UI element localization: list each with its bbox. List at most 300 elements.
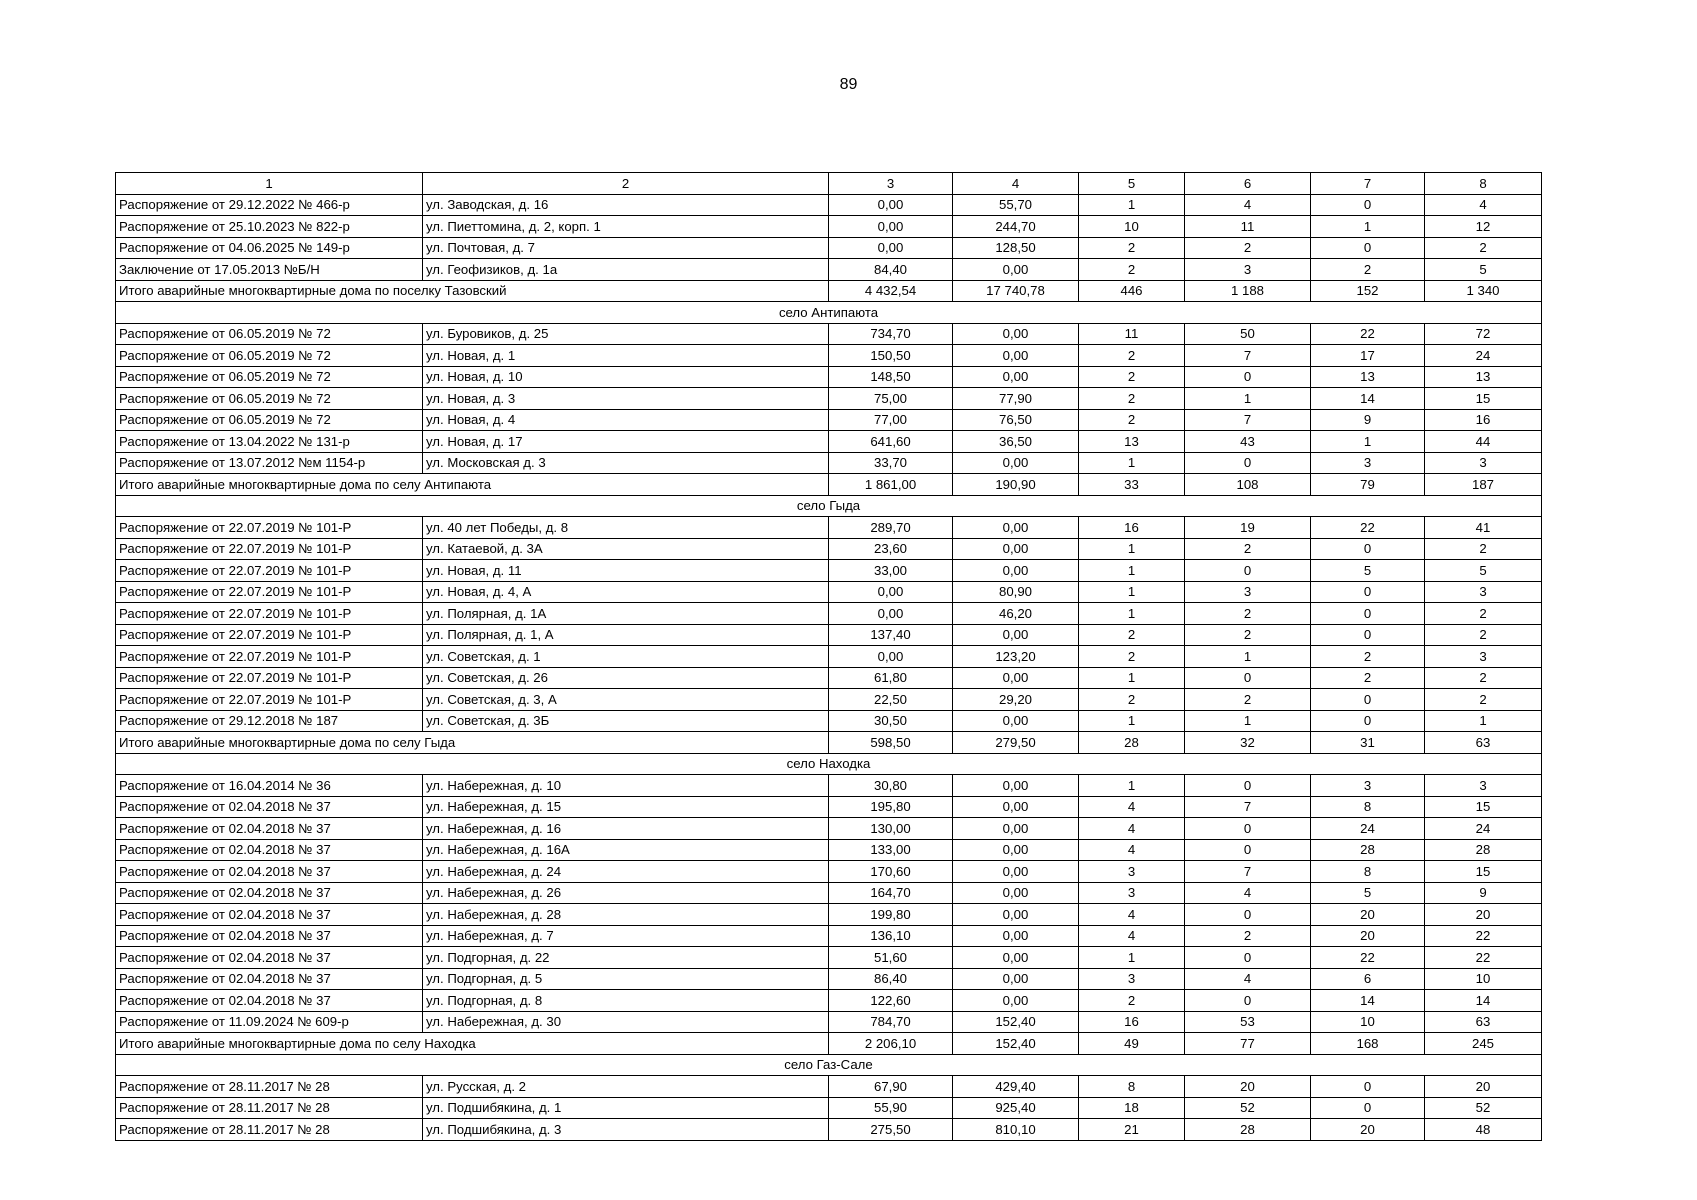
header-cell: 5: [1079, 173, 1185, 195]
value-cell: 0,00: [953, 818, 1079, 840]
address-cell: ул. Буровиков, д. 25: [423, 323, 829, 345]
table-row: [116, 646, 1542, 668]
section-title: село Гыда: [116, 495, 1542, 517]
address-cell: ул. Подгорная, д. 5: [423, 968, 829, 990]
header-cell: 8: [1425, 173, 1542, 195]
address-cell: ул. Полярная, д. 1А: [423, 603, 829, 625]
table-row: [116, 237, 1542, 259]
value-cell: 734,70: [829, 323, 953, 345]
value-cell: 8: [1079, 1076, 1185, 1098]
table-row: [116, 882, 1542, 904]
value-cell: 44: [1425, 431, 1542, 453]
value-cell: 3: [1079, 861, 1185, 883]
value-cell: 22: [1311, 517, 1425, 539]
value-cell: 63: [1425, 1011, 1542, 1033]
value-cell: 2: [1079, 646, 1185, 668]
address-cell: ул. Пиеттомина, д. 2, корп. 1: [423, 216, 829, 238]
table-row: [116, 990, 1542, 1012]
value-cell: 136,10: [829, 925, 953, 947]
total-value: 79: [1311, 474, 1425, 496]
value-cell: 24: [1425, 345, 1542, 367]
value-cell: 19: [1185, 517, 1311, 539]
address-cell: ул. Московская д. 3: [423, 452, 829, 474]
address-cell: ул. Набережная, д. 30: [423, 1011, 829, 1033]
table-row: [116, 796, 1542, 818]
value-cell: 0,00: [829, 237, 953, 259]
value-cell: 0: [1311, 194, 1425, 216]
address-cell: ул. Советская, д. 1: [423, 646, 829, 668]
value-cell: 2: [1185, 925, 1311, 947]
value-cell: 289,70: [829, 517, 953, 539]
value-cell: 4: [1079, 904, 1185, 926]
document-cell: Распоряжение от 02.04.2018 № 37: [116, 990, 423, 1012]
value-cell: 0: [1185, 904, 1311, 926]
address-cell: ул. 40 лет Победы, д. 8: [423, 517, 829, 539]
address-cell: ул. Набережная, д. 16: [423, 818, 829, 840]
header-cell: 1: [116, 173, 423, 195]
table-row: [116, 775, 1542, 797]
value-cell: 0,00: [829, 646, 953, 668]
document-cell: Распоряжение от 29.12.2018 № 187: [116, 710, 423, 732]
value-cell: 0: [1185, 775, 1311, 797]
value-cell: 0: [1311, 538, 1425, 560]
value-cell: 22: [1311, 323, 1425, 345]
value-cell: 13: [1425, 366, 1542, 388]
value-cell: 0,00: [953, 839, 1079, 861]
document-cell: Распоряжение от 02.04.2018 № 37: [116, 818, 423, 840]
value-cell: 67,90: [829, 1076, 953, 1098]
value-cell: 3: [1079, 882, 1185, 904]
value-cell: 810,10: [953, 1119, 1079, 1141]
value-cell: 17: [1311, 345, 1425, 367]
section-title: село Находка: [116, 753, 1542, 775]
table-row: [116, 452, 1542, 474]
value-cell: 1: [1185, 710, 1311, 732]
table-row: [116, 1076, 1542, 1098]
value-cell: 11: [1079, 323, 1185, 345]
total-value: 28: [1079, 732, 1185, 754]
value-cell: 0: [1311, 624, 1425, 646]
value-cell: 29,20: [953, 689, 1079, 711]
value-cell: 137,40: [829, 624, 953, 646]
value-cell: 24: [1311, 818, 1425, 840]
section-header-row: [116, 753, 1542, 775]
value-cell: 0,00: [953, 259, 1079, 281]
table-row: [116, 366, 1542, 388]
value-cell: 4: [1425, 194, 1542, 216]
table-row: [116, 431, 1542, 453]
value-cell: 18: [1079, 1097, 1185, 1119]
value-cell: 1: [1079, 560, 1185, 582]
table-row: [116, 904, 1542, 926]
value-cell: 2: [1079, 624, 1185, 646]
total-value: 187: [1425, 474, 1542, 496]
value-cell: 6: [1311, 968, 1425, 990]
value-cell: 43: [1185, 431, 1311, 453]
address-cell: ул. Новая, д. 4: [423, 409, 829, 431]
value-cell: 0,00: [953, 990, 1079, 1012]
value-cell: 4: [1185, 882, 1311, 904]
value-cell: 20: [1425, 1076, 1542, 1098]
table-row: [116, 409, 1542, 431]
value-cell: 0: [1311, 581, 1425, 603]
value-cell: 24: [1425, 818, 1542, 840]
value-cell: 2: [1079, 366, 1185, 388]
value-cell: 50: [1185, 323, 1311, 345]
value-cell: 0,00: [953, 882, 1079, 904]
value-cell: 16: [1425, 409, 1542, 431]
total-value: 17 740,78: [953, 280, 1079, 302]
value-cell: 9: [1425, 882, 1542, 904]
value-cell: 0: [1311, 237, 1425, 259]
value-cell: 0,00: [953, 624, 1079, 646]
value-cell: 15: [1425, 388, 1542, 410]
value-cell: 0,00: [953, 968, 1079, 990]
document-cell: Распоряжение от 22.07.2019 № 101-Р: [116, 560, 423, 582]
value-cell: 33,00: [829, 560, 953, 582]
value-cell: 0: [1311, 1097, 1425, 1119]
table-row: [116, 1011, 1542, 1033]
total-row: [116, 474, 1542, 496]
table-row: [116, 624, 1542, 646]
address-cell: ул. Подшибякина, д. 1: [423, 1097, 829, 1119]
value-cell: 2: [1185, 237, 1311, 259]
value-cell: 20: [1185, 1076, 1311, 1098]
document-cell: Распоряжение от 22.07.2019 № 101-Р: [116, 538, 423, 560]
value-cell: 3: [1185, 259, 1311, 281]
value-cell: 0,00: [953, 947, 1079, 969]
value-cell: 4: [1185, 968, 1311, 990]
value-cell: 3: [1425, 775, 1542, 797]
document-cell: Распоряжение от 22.07.2019 № 101-Р: [116, 581, 423, 603]
value-cell: 275,50: [829, 1119, 953, 1141]
value-cell: 0: [1185, 947, 1311, 969]
value-cell: 21: [1079, 1119, 1185, 1141]
header-cell: 6: [1185, 173, 1311, 195]
value-cell: 641,60: [829, 431, 953, 453]
value-cell: 2: [1185, 603, 1311, 625]
value-cell: 2: [1425, 667, 1542, 689]
address-cell: ул. Новая, д. 10: [423, 366, 829, 388]
total-value: 49: [1079, 1033, 1185, 1055]
value-cell: 28: [1425, 839, 1542, 861]
value-cell: 1: [1079, 194, 1185, 216]
value-cell: 61,80: [829, 667, 953, 689]
value-cell: 0,00: [953, 904, 1079, 926]
value-cell: 0,00: [953, 796, 1079, 818]
address-cell: ул. Подшибякина, д. 3: [423, 1119, 829, 1141]
page-number: 89: [839, 76, 858, 93]
header-cell: 3: [829, 173, 953, 195]
value-cell: 1: [1079, 710, 1185, 732]
address-cell: ул. Набережная, д. 15: [423, 796, 829, 818]
address-cell: ул. Катаевой, д. 3А: [423, 538, 829, 560]
value-cell: 84,40: [829, 259, 953, 281]
total-value: 63: [1425, 732, 1542, 754]
address-cell: ул. Заводская, д. 16: [423, 194, 829, 216]
header-cell: 4: [953, 173, 1079, 195]
address-cell: ул. Советская, д. 3, А: [423, 689, 829, 711]
column-number-row: [116, 173, 1542, 195]
value-cell: 123,20: [953, 646, 1079, 668]
document-cell: Распоряжение от 02.04.2018 № 37: [116, 861, 423, 883]
document-cell: Распоряжение от 02.04.2018 № 37: [116, 904, 423, 926]
total-label: Итого аварийные многоквартирные дома по селу Гыда: [116, 732, 829, 754]
value-cell: 22: [1425, 925, 1542, 947]
value-cell: 10: [1079, 216, 1185, 238]
address-cell: ул. Полярная, д. 1, А: [423, 624, 829, 646]
value-cell: 15: [1425, 796, 1542, 818]
value-cell: 86,40: [829, 968, 953, 990]
document-cell: Распоряжение от 22.07.2019 № 101-Р: [116, 517, 423, 539]
value-cell: 0,00: [953, 861, 1079, 883]
value-cell: 0,00: [953, 538, 1079, 560]
total-value: 1 861,00: [829, 474, 953, 496]
document-cell: Распоряжение от 02.04.2018 № 37: [116, 925, 423, 947]
value-cell: 2: [1079, 689, 1185, 711]
document-cell: Распоряжение от 22.07.2019 № 101-Р: [116, 646, 423, 668]
value-cell: 1: [1425, 710, 1542, 732]
value-cell: 41: [1425, 517, 1542, 539]
total-value: 190,90: [953, 474, 1079, 496]
address-cell: ул. Подгорная, д. 22: [423, 947, 829, 969]
total-value: 168: [1311, 1033, 1425, 1055]
total-row: [116, 1033, 1542, 1055]
value-cell: 152,40: [953, 1011, 1079, 1033]
table-body: [116, 173, 1542, 1141]
address-cell: ул. Новая, д. 11: [423, 560, 829, 582]
document-cell: Распоряжение от 06.05.2019 № 72: [116, 409, 423, 431]
table-row: [116, 968, 1542, 990]
address-cell: ул. Набережная, д. 10: [423, 775, 829, 797]
value-cell: 7: [1185, 345, 1311, 367]
value-cell: 55,70: [953, 194, 1079, 216]
table-row: [116, 388, 1542, 410]
address-cell: ул. Набережная, д. 28: [423, 904, 829, 926]
table-row: [116, 710, 1542, 732]
value-cell: 13: [1079, 431, 1185, 453]
value-cell: 14: [1425, 990, 1542, 1012]
value-cell: 77,90: [953, 388, 1079, 410]
document-cell: Распоряжение от 02.04.2018 № 37: [116, 947, 423, 969]
document-cell: Распоряжение от 02.04.2018 № 37: [116, 796, 423, 818]
value-cell: 0: [1311, 1076, 1425, 1098]
value-cell: 10: [1425, 968, 1542, 990]
address-cell: ул. Набережная, д. 26: [423, 882, 829, 904]
total-value: 152,40: [953, 1033, 1079, 1055]
value-cell: 0: [1185, 667, 1311, 689]
value-cell: 22: [1311, 947, 1425, 969]
total-value: 1 340: [1425, 280, 1542, 302]
table-row: [116, 216, 1542, 238]
address-cell: ул. Почтовая, д. 7: [423, 237, 829, 259]
value-cell: 0: [1185, 990, 1311, 1012]
document-cell: Распоряжение от 06.05.2019 № 72: [116, 323, 423, 345]
value-cell: 0,00: [829, 194, 953, 216]
value-cell: 0: [1311, 710, 1425, 732]
document-cell: Распоряжение от 22.07.2019 № 101-Р: [116, 624, 423, 646]
value-cell: 20: [1425, 904, 1542, 926]
value-cell: 0: [1185, 560, 1311, 582]
value-cell: 23,60: [829, 538, 953, 560]
value-cell: 2: [1425, 538, 1542, 560]
value-cell: 5: [1425, 560, 1542, 582]
value-cell: 0: [1185, 366, 1311, 388]
value-cell: 5: [1425, 259, 1542, 281]
section-title: село Газ-Сале: [116, 1054, 1542, 1076]
value-cell: 12: [1425, 216, 1542, 238]
total-value: 446: [1079, 280, 1185, 302]
table-row: [116, 861, 1542, 883]
total-value: 32: [1185, 732, 1311, 754]
value-cell: 2: [1425, 237, 1542, 259]
section-header-row: [116, 302, 1542, 324]
value-cell: 0,00: [953, 925, 1079, 947]
value-cell: 784,70: [829, 1011, 953, 1033]
value-cell: 15: [1425, 861, 1542, 883]
section-header-row: [116, 1054, 1542, 1076]
emergency-housing-table: [115, 172, 1542, 1141]
value-cell: 2: [1079, 345, 1185, 367]
value-cell: 2: [1079, 990, 1185, 1012]
document-cell: Распоряжение от 02.04.2018 № 37: [116, 839, 423, 861]
value-cell: 0,00: [953, 323, 1079, 345]
value-cell: 148,50: [829, 366, 953, 388]
document-cell: Заключение от 17.05.2013 №Б/Н: [116, 259, 423, 281]
value-cell: 53: [1185, 1011, 1311, 1033]
value-cell: 3: [1079, 968, 1185, 990]
value-cell: 1: [1079, 775, 1185, 797]
value-cell: 4: [1079, 925, 1185, 947]
value-cell: 2: [1311, 646, 1425, 668]
value-cell: 1: [1079, 667, 1185, 689]
value-cell: 46,20: [953, 603, 1079, 625]
table-row: [116, 538, 1542, 560]
value-cell: 22: [1425, 947, 1542, 969]
value-cell: 11: [1185, 216, 1311, 238]
value-cell: 0,00: [953, 366, 1079, 388]
value-cell: 10: [1311, 1011, 1425, 1033]
value-cell: 130,00: [829, 818, 953, 840]
value-cell: 4: [1185, 194, 1311, 216]
value-cell: 199,80: [829, 904, 953, 926]
value-cell: 1: [1185, 388, 1311, 410]
value-cell: 7: [1185, 409, 1311, 431]
value-cell: 33,70: [829, 452, 953, 474]
value-cell: 170,60: [829, 861, 953, 883]
value-cell: 128,50: [953, 237, 1079, 259]
value-cell: 22,50: [829, 689, 953, 711]
document-cell: Распоряжение от 22.07.2019 № 101-Р: [116, 667, 423, 689]
section-title: село Антипаюта: [116, 302, 1542, 324]
address-cell: ул. Набережная, д. 7: [423, 925, 829, 947]
value-cell: 1: [1311, 216, 1425, 238]
value-cell: 1: [1079, 603, 1185, 625]
section-header-row: [116, 495, 1542, 517]
document-cell: Распоряжение от 06.05.2019 № 72: [116, 345, 423, 367]
table-row: [116, 1097, 1542, 1119]
value-cell: 2: [1425, 603, 1542, 625]
table-row: [116, 581, 1542, 603]
value-cell: 0,00: [829, 216, 953, 238]
value-cell: 3: [1185, 581, 1311, 603]
total-value: 1 188: [1185, 280, 1311, 302]
value-cell: 9: [1311, 409, 1425, 431]
address-cell: ул. Советская, д. 3Б: [423, 710, 829, 732]
value-cell: 28: [1185, 1119, 1311, 1141]
value-cell: 2: [1311, 667, 1425, 689]
total-value: 598,50: [829, 732, 953, 754]
document-cell: Распоряжение от 04.06.2025 № 149-р: [116, 237, 423, 259]
value-cell: 76,50: [953, 409, 1079, 431]
address-cell: ул. Новая, д. 1: [423, 345, 829, 367]
document-cell: Распоряжение от 13.04.2022 № 131-р: [116, 431, 423, 453]
value-cell: 8: [1311, 796, 1425, 818]
table-row: [116, 194, 1542, 216]
value-cell: 0,00: [829, 603, 953, 625]
total-value: 152: [1311, 280, 1425, 302]
document-cell: Распоряжение от 28.11.2017 № 28: [116, 1097, 423, 1119]
value-cell: 0: [1311, 603, 1425, 625]
value-cell: 2: [1185, 538, 1311, 560]
value-cell: 2: [1079, 388, 1185, 410]
total-row: [116, 732, 1542, 754]
value-cell: 1: [1079, 581, 1185, 603]
value-cell: 4: [1079, 818, 1185, 840]
value-cell: 2: [1185, 624, 1311, 646]
value-cell: 133,00: [829, 839, 953, 861]
value-cell: 28: [1311, 839, 1425, 861]
value-cell: 3: [1425, 646, 1542, 668]
value-cell: 2: [1079, 259, 1185, 281]
total-value: 245: [1425, 1033, 1542, 1055]
table-row: [116, 259, 1542, 281]
table-row: [116, 818, 1542, 840]
value-cell: 2: [1079, 409, 1185, 431]
value-cell: 925,40: [953, 1097, 1079, 1119]
header-cell: 2: [423, 173, 829, 195]
value-cell: 8: [1311, 861, 1425, 883]
value-cell: 0,00: [953, 667, 1079, 689]
total-value: 33: [1079, 474, 1185, 496]
value-cell: 2: [1425, 624, 1542, 646]
document-cell: Распоряжение от 02.04.2018 № 37: [116, 968, 423, 990]
value-cell: 1: [1185, 646, 1311, 668]
value-cell: 0,00: [953, 775, 1079, 797]
value-cell: 14: [1311, 990, 1425, 1012]
value-cell: 48: [1425, 1119, 1542, 1141]
value-cell: 164,70: [829, 882, 953, 904]
value-cell: 1: [1079, 538, 1185, 560]
table-row: [116, 925, 1542, 947]
value-cell: 36,50: [953, 431, 1079, 453]
value-cell: 150,50: [829, 345, 953, 367]
document-cell: Распоряжение от 06.05.2019 № 72: [116, 366, 423, 388]
table-row: [116, 345, 1542, 367]
total-label: Итого аварийные многоквартирные дома по поселку Тазовский: [116, 280, 829, 302]
document-cell: Распоряжение от 11.09.2024 № 609-р: [116, 1011, 423, 1033]
value-cell: 3: [1311, 775, 1425, 797]
value-cell: 0,00: [953, 345, 1079, 367]
value-cell: 72: [1425, 323, 1542, 345]
value-cell: 429,40: [953, 1076, 1079, 1098]
value-cell: 4: [1079, 796, 1185, 818]
value-cell: 3: [1425, 581, 1542, 603]
address-cell: ул. Набережная, д. 16А: [423, 839, 829, 861]
total-label: Итого аварийные многоквартирные дома по селу Антипаюта: [116, 474, 829, 496]
value-cell: 20: [1311, 904, 1425, 926]
value-cell: 0: [1185, 818, 1311, 840]
